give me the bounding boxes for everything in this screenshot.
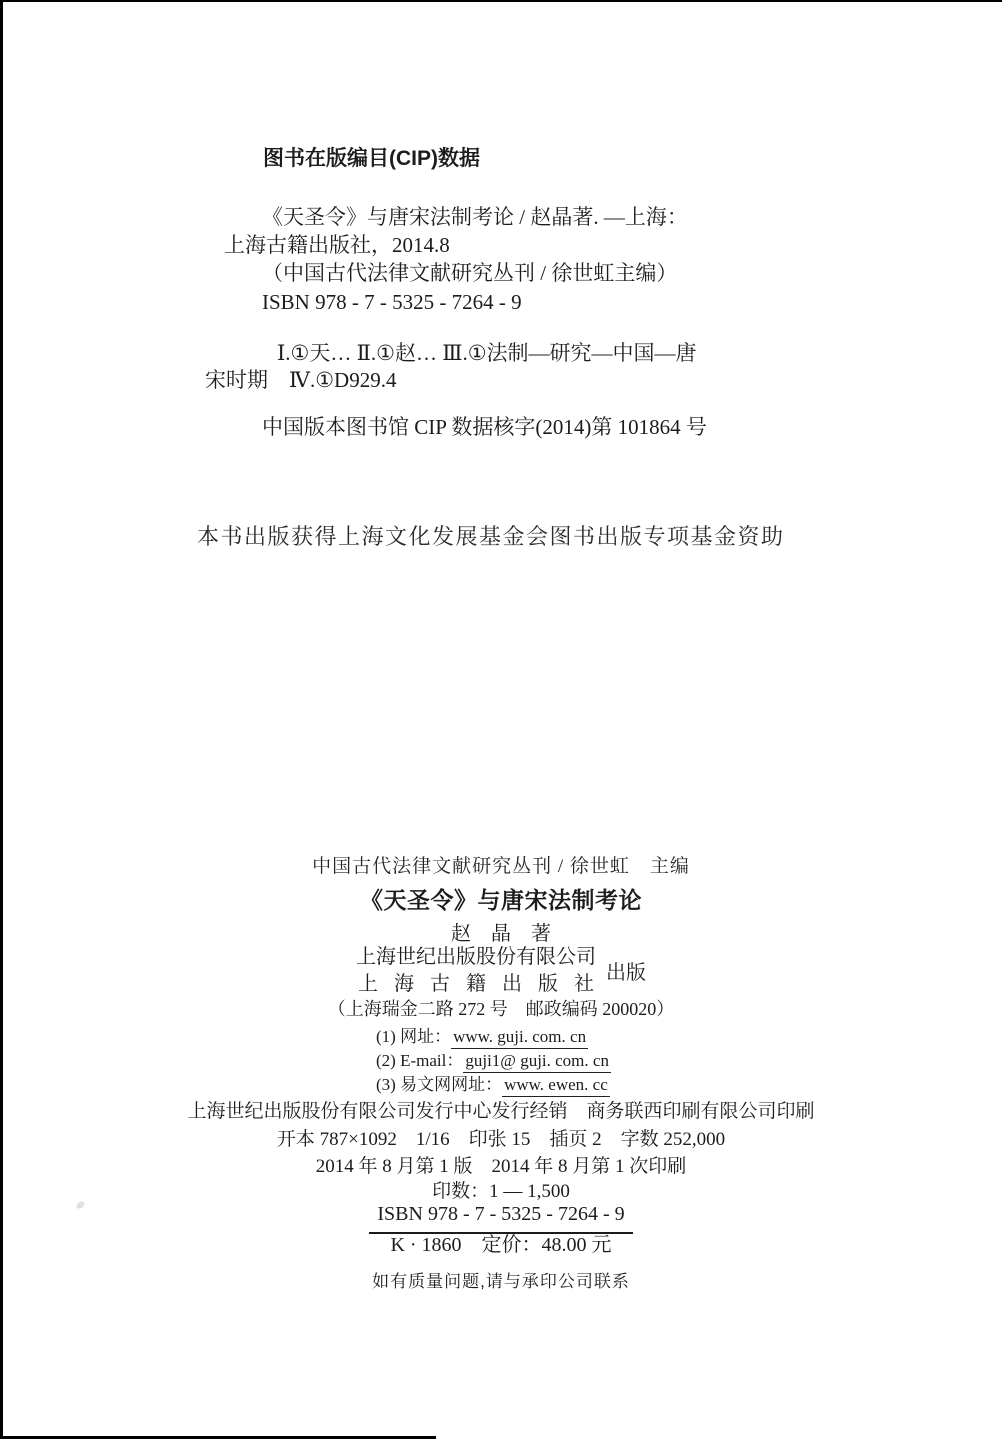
publisher-block xyxy=(0,944,1002,998)
contact-ewen-value: www. ewen. cc xyxy=(502,1075,610,1097)
print-run-line: 印数：1 — 1,500 xyxy=(432,1181,570,1202)
scan-edge-top xyxy=(0,0,1002,2)
publisher-press: 上海古籍出版社 xyxy=(358,973,610,995)
contact-website-label: (1) 网址： xyxy=(376,1027,452,1046)
contact-website xyxy=(376,1028,611,1045)
contact-email-value: guji1@ guji. com. cn xyxy=(463,1051,611,1073)
book-title: 《天圣令》与唐宋法制考论 xyxy=(360,887,642,913)
publish-label: 出版 xyxy=(606,961,646,984)
contact-email-label: (2) E-mail： xyxy=(376,1051,464,1070)
cip-classification-line2: 宋时期 Ⅳ.①D929.4 xyxy=(205,368,397,392)
cip-record-number: 中国版本图书馆 CIP 数据核字(2014)第 101864 号 xyxy=(262,415,707,439)
cip-publisher-line: 上海古籍出版社，2014.8 xyxy=(224,233,450,257)
edition-line: 2014 年 8 月第 1 版 2014 年 8 月第 1 次印刷 xyxy=(315,1156,687,1177)
format-line: 开本 787×1092 1/16 印张 15 插页 2 字数 252,000 xyxy=(276,1129,726,1150)
cip-classification-line1: Ⅰ.①天… Ⅱ.①赵… Ⅲ.①法制—研究—中国—唐 xyxy=(277,341,697,365)
cip-isbn-line: ISBN 978 - 7 - 5325 - 7264 - 9 xyxy=(262,290,522,314)
publisher-company: 上海世纪出版股份有限公司 xyxy=(356,946,596,968)
distribution-line: 上海世纪出版股份有限公司发行中心发行经销 商务联西印刷有限公司印刷 xyxy=(187,1101,815,1122)
press-address: （上海瑞金二路 272 号 邮政编码 200020） xyxy=(327,999,675,1019)
quality-note: 如有质量问题,请与承印公司联系 xyxy=(372,1272,630,1291)
contact-website-value: www. guji. com. cn xyxy=(451,1027,588,1049)
cip-series-line: （中国古代法律文献研究丛刊 / 徐世虹主编） xyxy=(262,261,678,285)
price-line: K · 1860 定价：48.00 元 xyxy=(390,1234,612,1256)
contact-ewen-label: (3) 易文网网址： xyxy=(376,1075,503,1094)
cip-header: 图书在版编目(CIP)数据 xyxy=(263,147,480,170)
funding-note: 本书出版获得上海文化发展基金会图书出版专项基金资助 xyxy=(197,524,785,549)
contact-ewen xyxy=(376,1076,611,1093)
contact-email xyxy=(376,1052,611,1069)
cip-title-line: 《天圣令》与唐宋法制考论 / 赵晶著. —上海： xyxy=(262,205,688,229)
isbn-text: ISBN 978 - 7 - 5325 - 7264 - 9 xyxy=(369,1202,632,1234)
series-editor-line: 中国古代法律文献研究丛刊 / 徐世虹 主编 xyxy=(312,856,690,877)
isbn-line xyxy=(0,1202,1002,1234)
contact-list xyxy=(376,1028,611,1100)
author-line: 赵 晶 著 xyxy=(451,923,551,945)
